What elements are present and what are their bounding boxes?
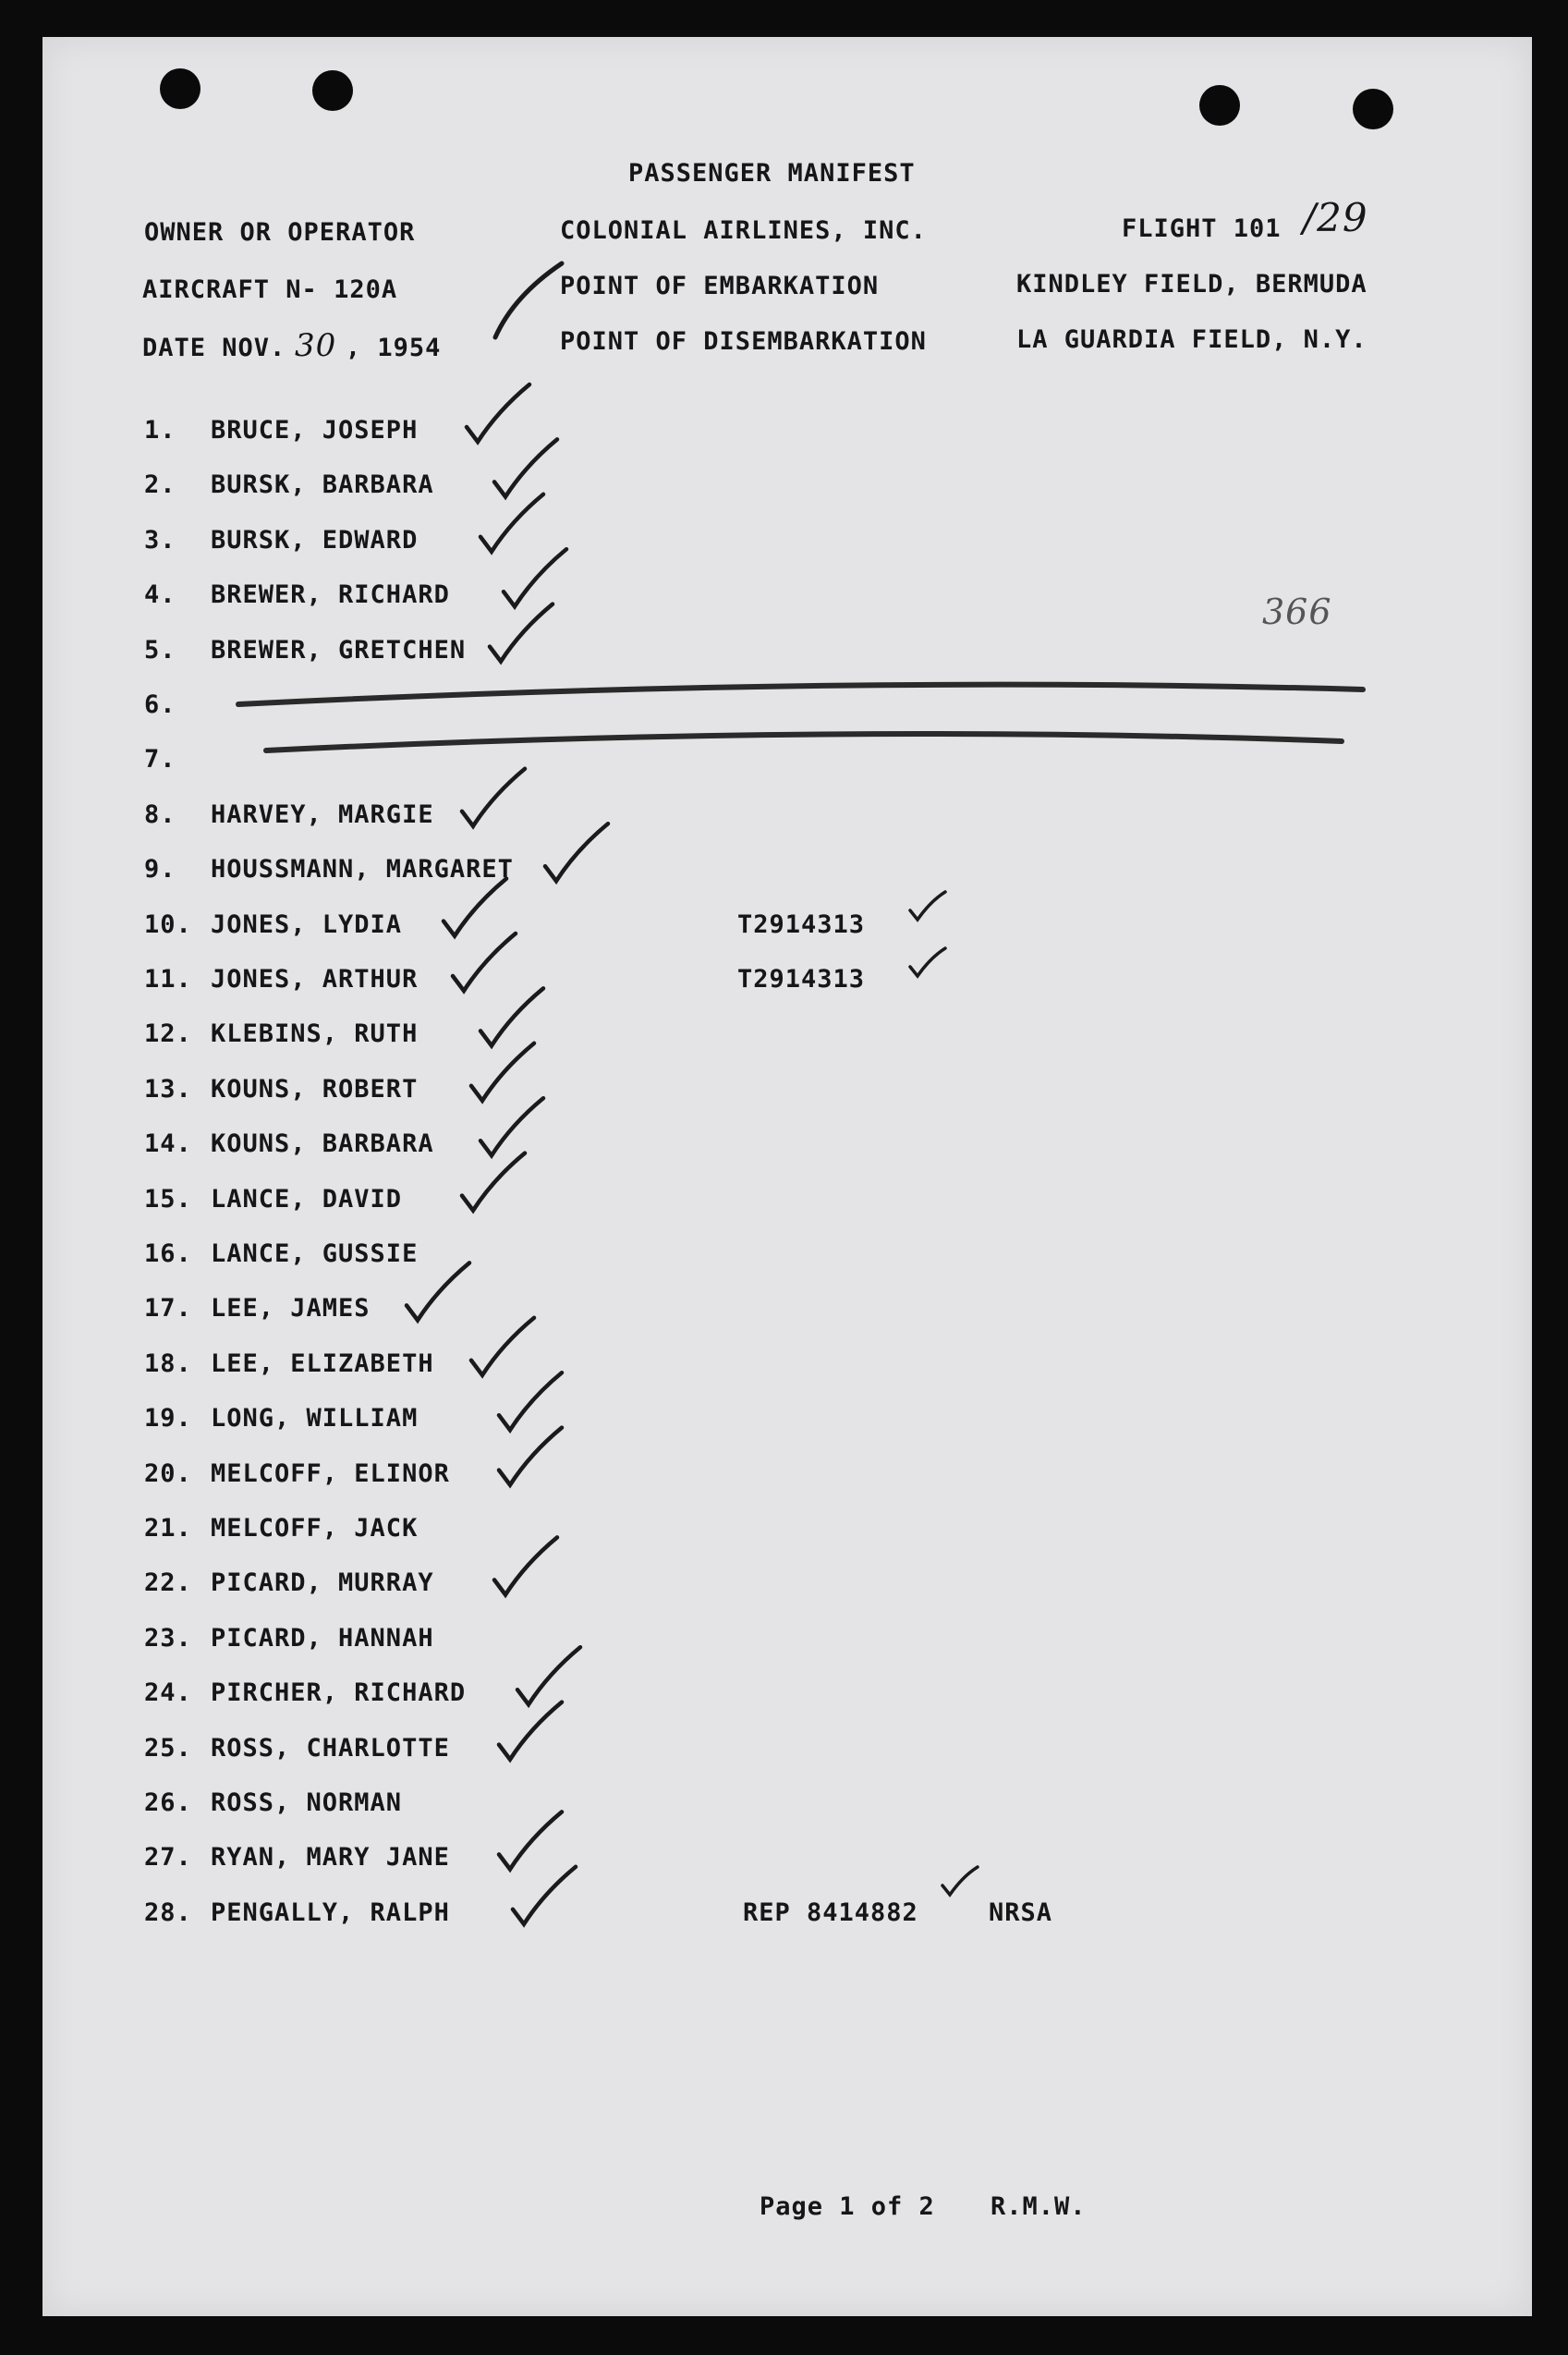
- owner-label: OWNER OR OPERATOR: [144, 218, 416, 247]
- punch-hole: [1353, 89, 1393, 129]
- date-line: [142, 327, 442, 364]
- row-number: 19.: [144, 1404, 192, 1433]
- owner-value: COLONIAL AIRLINES, INC.: [560, 216, 927, 245]
- passenger-name: MELCOFF, ELINOR: [211, 1459, 450, 1488]
- row-number: 25.: [144, 1734, 192, 1763]
- passenger-name: BRUCE, JOSEPH: [211, 416, 419, 445]
- row-number: 20.: [144, 1459, 192, 1488]
- row-number: 4.: [144, 580, 176, 609]
- row-number: 11.: [144, 965, 192, 994]
- passenger-name: LEE, JAMES: [211, 1294, 371, 1323]
- passenger-name: BURSK, BARBARA: [211, 470, 434, 499]
- punch-hole: [312, 70, 353, 111]
- row-number: 1.: [144, 416, 176, 445]
- passenger-name: ROSS, NORMAN: [211, 1788, 403, 1817]
- passenger-name: MELCOFF, JACK: [211, 1514, 419, 1543]
- margin-note: 366: [1262, 592, 1332, 632]
- row-number: 21.: [144, 1514, 192, 1543]
- row-number: 7.: [144, 745, 176, 774]
- footer-initials: R.M.W.: [991, 2192, 1087, 2221]
- footer-page: Page 1 of 2: [760, 2192, 935, 2221]
- row-number: 18.: [144, 1349, 192, 1378]
- row-number: 6.: [144, 690, 176, 719]
- date-day: 30: [294, 327, 337, 364]
- passenger-name: JONES, LYDIA: [211, 910, 403, 939]
- disembarkation-label: POINT OF DISEMBARKATION: [560, 327, 927, 356]
- embarkation-label: POINT OF EMBARKATION: [560, 272, 880, 300]
- row-number: 16.: [144, 1239, 192, 1268]
- passenger-name: HOUSSMANN, MARGARET: [211, 855, 514, 884]
- row-number: 23.: [144, 1624, 192, 1653]
- row-number: 2.: [144, 470, 176, 499]
- row-number: 28.: [144, 1898, 192, 1927]
- manifest-sheet: [43, 37, 1532, 2316]
- row-number: 26.: [144, 1788, 192, 1817]
- row-number: 3.: [144, 526, 176, 555]
- passenger-name: LANCE, DAVID: [211, 1185, 403, 1214]
- disembarkation-value: LA GUARDIA FIELD, N.Y.: [1016, 325, 1367, 354]
- row-number: 14.: [144, 1129, 192, 1158]
- punch-hole: [160, 68, 201, 109]
- row-number: 27.: [144, 1843, 192, 1872]
- flight-label: FLIGHT 101: [1122, 214, 1282, 243]
- passenger-name: JONES, ARTHUR: [211, 965, 419, 994]
- status-code: NRSA: [989, 1898, 1053, 1927]
- row-number: 17.: [144, 1294, 192, 1323]
- passenger-name: HARVEY, MARGIE: [211, 800, 434, 829]
- row-number: 15.: [144, 1185, 192, 1214]
- passenger-name: LONG, WILLIAM: [211, 1404, 419, 1433]
- passenger-name: PICARD, MURRAY: [211, 1568, 434, 1597]
- date-prefix: DATE NOV.: [142, 334, 286, 362]
- row-number: 22.: [144, 1568, 192, 1597]
- ticket-number: T2914313: [737, 910, 866, 939]
- row-number: 10.: [144, 910, 192, 939]
- passenger-name: BREWER, RICHARD: [211, 580, 450, 609]
- row-number: 9.: [144, 855, 176, 884]
- passenger-name: PENGALLY, RALPH: [211, 1898, 450, 1927]
- passenger-name: RYAN, MARY JANE: [211, 1843, 450, 1872]
- row-number: 8.: [144, 800, 176, 829]
- ticket-number: T2914313: [737, 965, 866, 994]
- passenger-name: BURSK, EDWARD: [211, 526, 419, 555]
- flight-handwritten: /29: [1303, 195, 1368, 240]
- passenger-name: KLEBINS, RUTH: [211, 1019, 419, 1048]
- passenger-name: PIRCHER, RICHARD: [211, 1678, 467, 1707]
- row-number: 13.: [144, 1075, 192, 1104]
- manifest-title: PASSENGER MANIFEST: [628, 159, 916, 188]
- row-number: 5.: [144, 636, 176, 665]
- date-year: , 1954: [345, 334, 442, 362]
- row-number: 24.: [144, 1678, 192, 1707]
- punch-hole: [1199, 85, 1240, 126]
- passenger-name: ROSS, CHARLOTTE: [211, 1734, 450, 1763]
- passenger-name: LANCE, GUSSIE: [211, 1239, 419, 1268]
- ticket-number: REP 8414882: [743, 1898, 918, 1927]
- passenger-name: KOUNS, ROBERT: [211, 1075, 419, 1104]
- passenger-name: PICARD, HANNAH: [211, 1624, 434, 1653]
- passenger-name: LEE, ELIZABETH: [211, 1349, 434, 1378]
- row-number: 12.: [144, 1019, 192, 1048]
- passenger-name: BREWER, GRETCHEN: [211, 636, 467, 665]
- aircraft-label: AIRCRAFT N- 120A: [142, 275, 398, 304]
- passenger-name: KOUNS, BARBARA: [211, 1129, 434, 1158]
- embarkation-value: KINDLEY FIELD, BERMUDA: [1016, 270, 1367, 299]
